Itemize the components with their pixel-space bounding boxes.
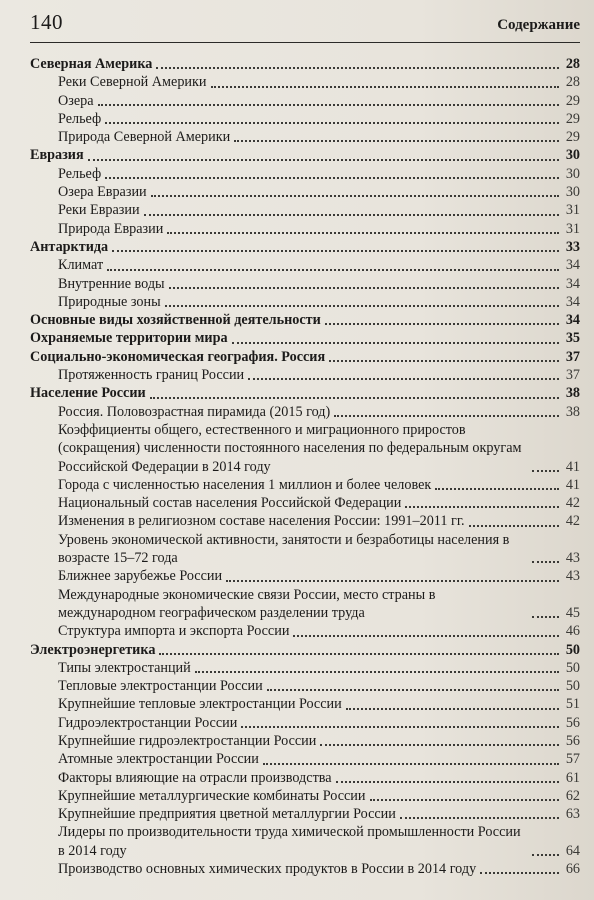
toc-subsection <box>30 769 580 787</box>
toc-entry-title: Озера Евразии <box>58 184 147 201</box>
toc-entry-page-number: 35 <box>565 330 580 347</box>
toc-entry-title: Ближнее зарубежье России <box>58 568 223 585</box>
toc-subsection <box>30 128 580 146</box>
toc-section <box>30 238 580 256</box>
dot-leader <box>112 250 559 252</box>
dot-leader <box>98 104 559 106</box>
toc-entry-title: Северная Америка <box>30 56 153 72</box>
toc-subsection <box>30 567 580 585</box>
dot-leader <box>532 616 559 618</box>
toc-entry-page-number: 38 <box>565 385 580 402</box>
dot-leader <box>144 214 559 216</box>
toc-entry-page-number: 43 <box>565 568 580 585</box>
toc-subsection <box>30 860 580 878</box>
toc-entry-title: Гидроэлектростанции России <box>58 714 238 731</box>
toc-subsection <box>30 275 580 293</box>
toc-subsection <box>30 787 580 805</box>
table-of-contents <box>30 55 580 878</box>
dot-leader <box>105 177 559 179</box>
dot-leader <box>325 323 559 325</box>
toc-subsection <box>30 659 580 677</box>
toc-entry-title: Крупнейшие предприятия цветной металлургии России <box>58 806 396 823</box>
toc-entry-title: Реки Северной Америки <box>58 74 207 91</box>
toc-section <box>30 311 580 329</box>
dot-leader <box>329 360 559 362</box>
toc-subsection <box>30 805 580 823</box>
toc-entry-title: Изменения в религиозном составе населения России: 1991–2011 гг. <box>58 513 465 530</box>
toc-subsection <box>30 732 580 750</box>
toc-entry-title: Уровень экономической активности, занятости и безработицы населения в возрасте 15–72 года <box>58 531 510 567</box>
toc-entry-title: Рельеф <box>58 110 102 127</box>
toc-entry-title: Россия. Половозрастная пирамида (2015 год) <box>58 403 331 420</box>
toc-entry-page-number: 38 <box>565 403 580 420</box>
toc-entry-title: Антарктида <box>30 238 109 255</box>
toc-subsection <box>30 220 580 238</box>
running-title: Содержание <box>497 17 580 33</box>
toc-subsection <box>30 494 580 512</box>
dot-leader <box>336 781 559 783</box>
toc-entry-title: Национальный состав населения Российской Федерации <box>58 495 402 512</box>
toc-section <box>30 329 580 347</box>
dot-leader <box>232 342 559 344</box>
toc-entry-title: Природа Евразии <box>58 220 164 237</box>
toc-entry-page-number: 50 <box>565 641 580 658</box>
header-rule <box>30 42 580 43</box>
dot-leader <box>435 488 559 490</box>
toc-entry-title: Крупнейшие металлургические комбинаты России <box>58 787 366 804</box>
toc-subsection <box>30 714 580 732</box>
toc-section <box>30 55 580 73</box>
toc-subsection <box>30 201 580 219</box>
toc-entry-title: Электроэнергетика <box>30 641 156 658</box>
dot-leader <box>107 269 559 271</box>
toc-entry-page-number: 51 <box>565 696 580 713</box>
dot-leader <box>532 470 559 472</box>
toc-entry-title: Социально-экономическая география. Россия <box>30 348 326 365</box>
toc-entry-page-number: 30 <box>565 165 580 182</box>
toc-entry-page-number: 34 <box>565 312 580 329</box>
toc-entry-title: Природные зоны <box>58 293 161 310</box>
dot-leader <box>151 195 559 197</box>
toc-section <box>30 384 580 402</box>
dot-leader <box>532 561 559 563</box>
toc-entry-title: Основные виды хозяйственной деятельности <box>30 312 321 329</box>
toc-entry-page-number: 30 <box>565 184 580 201</box>
toc-entry-title: Климат <box>58 257 104 274</box>
toc-entry-title: Охраняемые территории мира <box>30 330 228 347</box>
toc-subsection <box>30 110 580 128</box>
toc-entry-page-number: 34 <box>565 257 580 274</box>
toc-entry-title: Атомные электростанции России <box>58 751 259 768</box>
dot-leader <box>234 140 559 142</box>
toc-subsection <box>30 823 580 860</box>
toc-section <box>30 146 580 164</box>
dot-leader <box>480 872 559 874</box>
toc-entry-title: Коэффициенты общего, естественного и миграционного приростов (сокращения) численности постоянного населения по федеральным округам Российской Федерации в 2014 году <box>58 421 522 475</box>
toc-section <box>30 641 580 659</box>
toc-entry-page-number: 28 <box>565 56 580 72</box>
toc-subsection <box>30 531 580 568</box>
toc-entry-title: Крупнейшие тепловые электростанции России <box>58 696 342 713</box>
toc-entry-title: Озера <box>58 92 94 109</box>
toc-subsection <box>30 677 580 695</box>
dot-leader <box>334 415 559 417</box>
toc-subsection <box>30 403 580 421</box>
dot-leader <box>320 744 559 746</box>
dot-leader <box>346 708 559 710</box>
toc-subsection <box>30 183 580 201</box>
toc-entry-title: Евразия <box>30 147 84 164</box>
toc-entry-title: Лидеры по производительности труда химической промышленности России в 2014 году <box>58 824 521 859</box>
toc-entry-page-number: 56 <box>565 714 580 731</box>
toc-entry-page-number: 41 <box>565 476 580 493</box>
toc-entry-title: Рельеф <box>58 165 102 182</box>
toc-entry-title: Реки Евразии <box>58 202 140 219</box>
toc-subsection <box>30 512 580 530</box>
dot-leader <box>150 397 559 399</box>
toc-entry-page-number: 66 <box>565 861 580 878</box>
dot-leader <box>405 506 559 508</box>
toc-subsection <box>30 366 580 384</box>
toc-entry-page-number: 64 <box>565 842 580 859</box>
dot-leader <box>400 817 559 819</box>
dot-leader <box>263 763 559 765</box>
toc-entry-page-number: 62 <box>565 787 580 804</box>
toc-entry-page-number: 33 <box>565 238 580 255</box>
toc-entry-page-number: 29 <box>565 129 580 146</box>
dot-leader <box>211 86 560 88</box>
toc-entry-page-number: 43 <box>565 550 580 567</box>
toc-entry-title: Внутренние воды <box>58 275 165 292</box>
toc-subsection <box>30 165 580 183</box>
dot-leader <box>469 525 559 527</box>
toc-entry-page-number: 41 <box>565 458 580 475</box>
toc-subsection <box>30 586 580 623</box>
toc-entry-page-number: 31 <box>565 220 580 237</box>
toc-subsection <box>30 695 580 713</box>
toc-entry-title: Производство основных химических продуктов в России в 2014 году <box>58 861 477 878</box>
toc-entry-page-number: 31 <box>565 202 580 219</box>
toc-subsection <box>30 622 580 640</box>
toc-subsection <box>30 476 580 494</box>
toc-entry-title: Крупнейшие гидроэлектростанции России <box>58 732 317 749</box>
toc-subsection <box>30 73 580 91</box>
toc-subsection <box>30 750 580 768</box>
toc-entry-page-number: 34 <box>565 293 580 310</box>
toc-entry-page-number: 42 <box>565 513 580 530</box>
toc-subsection <box>30 421 580 476</box>
dot-leader <box>88 159 559 161</box>
toc-entry-page-number: 50 <box>565 678 580 695</box>
toc-entry-page-number: 50 <box>565 659 580 676</box>
toc-entry-title: Структура импорта и экспорта России <box>58 623 290 640</box>
toc-entry-page-number: 29 <box>565 92 580 109</box>
toc-entry-page-number: 45 <box>565 604 580 621</box>
page-number: 140 <box>30 10 63 34</box>
dot-leader <box>248 378 559 380</box>
toc-entry-title: Тепловые электростанции России <box>58 678 263 695</box>
toc-entry-title: Города с численностью населения 1 миллион и более человек <box>58 476 432 493</box>
dot-leader <box>105 122 559 124</box>
dot-leader <box>167 232 559 234</box>
toc-subsection <box>30 92 580 110</box>
toc-entry-page-number: 34 <box>565 275 580 292</box>
toc-entry-page-number: 57 <box>565 751 580 768</box>
toc-entry-page-number: 37 <box>565 367 580 384</box>
page-header <box>30 10 580 40</box>
dot-leader <box>532 854 559 856</box>
toc-entry-title: Факторы влияющие на отрасли производства <box>58 769 332 786</box>
toc-entry-title: Типы электростанций <box>58 659 191 676</box>
dot-leader <box>226 580 559 582</box>
toc-entry-title: Международные экономические связи России, место страны в международном географическом разделении труда <box>58 586 436 621</box>
dot-leader <box>293 635 559 637</box>
toc-entry-page-number: 28 <box>565 74 580 91</box>
toc-entry-title: Население России <box>30 385 146 402</box>
toc-entry-page-number: 30 <box>565 147 580 164</box>
dot-leader <box>241 726 559 728</box>
toc-subsection <box>30 256 580 274</box>
toc-section <box>30 348 580 366</box>
toc-entry-page-number: 37 <box>565 348 580 365</box>
toc-subsection <box>30 293 580 311</box>
dot-leader <box>267 689 559 691</box>
toc-entry-page-number: 63 <box>565 806 580 823</box>
toc-entry-page-number: 46 <box>565 623 580 640</box>
toc-entry-page-number: 61 <box>565 769 580 786</box>
dot-leader <box>165 305 559 307</box>
dot-leader <box>159 653 559 655</box>
toc-entry-title: Природа Северной Америки <box>58 129 231 146</box>
dot-leader <box>169 287 559 289</box>
toc-entry-page-number: 42 <box>565 495 580 512</box>
dot-leader <box>195 671 559 673</box>
toc-entry-page-number: 29 <box>565 110 580 127</box>
toc-entry-title: Протяженность границ России <box>58 367 245 384</box>
toc-entry-page-number: 56 <box>565 732 580 749</box>
dot-leader <box>370 799 560 801</box>
dot-leader <box>156 67 559 69</box>
